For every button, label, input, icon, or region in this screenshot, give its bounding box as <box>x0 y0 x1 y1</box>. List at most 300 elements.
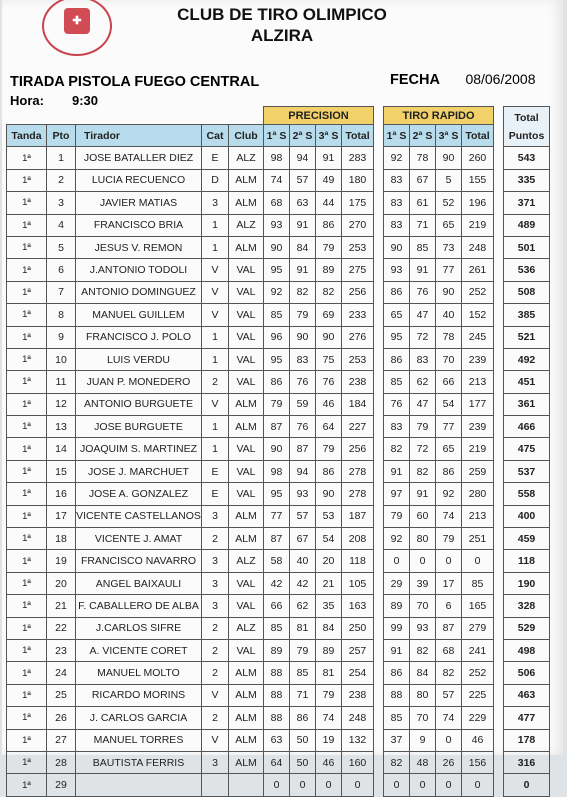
cell-tirador: J. CARLOS GARCIA <box>76 707 202 729</box>
col-pto: Pto <box>47 125 76 147</box>
cell-club: ALM <box>229 684 264 706</box>
cell-club: VAL <box>229 304 264 326</box>
cell-cat: V <box>202 684 229 706</box>
column-header-row <box>7 125 550 147</box>
cell-cat: 2 <box>202 707 229 729</box>
cell-rapido-s2: 82 <box>410 639 436 661</box>
table-row <box>7 348 550 370</box>
cell-pto: 6 <box>47 259 76 281</box>
cell-total-puntos: 477 <box>504 707 550 729</box>
cell-precision-s3: 79 <box>316 684 342 706</box>
cell-rapido-s3: 70 <box>436 348 462 370</box>
cell-rapido-s3: 74 <box>436 707 462 729</box>
cell-cat: E <box>202 483 229 505</box>
cell-pto: 24 <box>47 662 76 684</box>
cell-rapido-total: 0 <box>462 774 494 796</box>
table-row <box>7 281 550 303</box>
cell-club: ALZ <box>229 147 264 169</box>
cell-precision-s2: 81 <box>290 617 316 639</box>
cell-rapido-s3: 5 <box>436 169 462 191</box>
cell-rapido-s2: 79 <box>410 416 436 438</box>
cell-precision-s2: 91 <box>290 214 316 236</box>
cell-tirador: VICENTE J. AMAT <box>76 528 202 550</box>
cell-tirador: JOSE BATALLER DIEZ <box>76 147 202 169</box>
cell-rapido-s2: 80 <box>410 528 436 550</box>
cell-total-puntos: 0 <box>504 774 550 796</box>
cell-club: VAL <box>229 326 264 348</box>
cell-precision-total: 256 <box>342 438 374 460</box>
cell-rapido-s1: 83 <box>384 169 410 191</box>
cell-precision-s2: 50 <box>290 751 316 773</box>
cell-rapido-s3: 82 <box>436 662 462 684</box>
cell-precision-s3: 49 <box>316 169 342 191</box>
cell-rapido-s2: 83 <box>410 348 436 370</box>
cell-precision-s1: 87 <box>264 416 290 438</box>
cell-rapido-s1: 85 <box>384 707 410 729</box>
cell-tirador: MANUEL MOLTO <box>76 662 202 684</box>
cell-pto: 13 <box>47 416 76 438</box>
cell-tanda: 1ª <box>7 528 47 550</box>
cell-cat: V <box>202 729 229 751</box>
cell-rapido-s2: 78 <box>410 147 436 169</box>
cell-club: ALZ <box>229 617 264 639</box>
cell-rapido-s3: 78 <box>436 326 462 348</box>
cell-precision-s3: 0 <box>316 774 342 796</box>
cell-tanda: 1ª <box>7 707 47 729</box>
cell-total-puntos: 328 <box>504 595 550 617</box>
table-row <box>7 169 550 191</box>
cell-rapido-total: 241 <box>462 639 494 661</box>
cell-total-puntos: 543 <box>504 147 550 169</box>
cell-tirador: J.CARLOS SIFRE <box>76 617 202 639</box>
cell-rapido-total: 248 <box>462 236 494 258</box>
cell-precision-total: 118 <box>342 550 374 572</box>
cell-precision-s1: 0 <box>264 774 290 796</box>
cell-precision-s3: 76 <box>316 371 342 393</box>
fecha-value: 08/06/2008 <box>465 71 536 87</box>
cell-precision-s2: 50 <box>290 729 316 751</box>
cell-precision-s1: 77 <box>264 505 290 527</box>
cell-rapido-s2: 82 <box>410 460 436 482</box>
cell-tanda: 1ª <box>7 684 47 706</box>
cell-pto: 25 <box>47 684 76 706</box>
cell-precision-s2: 85 <box>290 662 316 684</box>
table-row <box>7 393 550 415</box>
cell-rapido-s3: 65 <box>436 438 462 460</box>
cell-precision-total: 233 <box>342 304 374 326</box>
cell-rapido-total: 46 <box>462 729 494 751</box>
cell-precision-s1: 95 <box>264 483 290 505</box>
cell-cat: E <box>202 147 229 169</box>
hora-label: Hora: <box>10 93 44 108</box>
cell-cat: 3 <box>202 595 229 617</box>
cell-rapido-s2: 85 <box>410 236 436 258</box>
cell-tirador: JOSE J. MARCHUET <box>76 460 202 482</box>
table-row <box>7 483 550 505</box>
cell-rapido-s1: 86 <box>384 348 410 370</box>
cell-total-puntos: 498 <box>504 639 550 661</box>
cell-pto: 7 <box>47 281 76 303</box>
cell-rapido-total: 280 <box>462 483 494 505</box>
cell-tanda: 1ª <box>7 416 47 438</box>
cell-rapido-s1: 65 <box>384 304 410 326</box>
cell-cat: 3 <box>202 550 229 572</box>
cell-tirador: F. CABALLERO DE ALBA <box>76 595 202 617</box>
cell-precision-s2: 62 <box>290 595 316 617</box>
cell-pto: 9 <box>47 326 76 348</box>
cell-precision-s3: 81 <box>316 662 342 684</box>
cell-precision-s3: 19 <box>316 729 342 751</box>
cell-total-puntos: 361 <box>504 393 550 415</box>
cell-pto: 23 <box>47 639 76 661</box>
cell-tanda: 1ª <box>7 281 47 303</box>
table-row <box>7 416 550 438</box>
col-rapido-s3: 3ª S <box>436 125 462 147</box>
cell-rapido-s2: 76 <box>410 281 436 303</box>
cell-precision-s3: 20 <box>316 550 342 572</box>
col-precision-s3: 3ª S <box>316 125 342 147</box>
cell-precision-s3: 53 <box>316 505 342 527</box>
cell-precision-s3: 46 <box>316 751 342 773</box>
cell-rapido-total: 219 <box>462 438 494 460</box>
cell-cat: 1 <box>202 416 229 438</box>
cell-pto: 29 <box>47 774 76 796</box>
cell-tanda: 1ª <box>7 639 47 661</box>
cell-tirador: FRANCISCO J. POLO <box>76 326 202 348</box>
cell-rapido-s3: 0 <box>436 729 462 751</box>
col-rapido-s2: 2ª S <box>410 125 436 147</box>
cell-precision-s1: 90 <box>264 438 290 460</box>
cell-cat: 1 <box>202 326 229 348</box>
cell-rapido-total: 196 <box>462 192 494 214</box>
table-row <box>7 528 550 550</box>
cell-tanda: 1ª <box>7 438 47 460</box>
cell-tirador: FRANCISCO NAVARRO <box>76 550 202 572</box>
cell-tanda: 1ª <box>7 550 47 572</box>
table-row <box>7 505 550 527</box>
cell-rapido-s1: 86 <box>384 662 410 684</box>
cell-club: VAL <box>229 281 264 303</box>
cell-rapido-s1: 82 <box>384 438 410 460</box>
cell-total-puntos: 489 <box>504 214 550 236</box>
cell-tanda: 1ª <box>7 192 47 214</box>
cell-precision-total: 253 <box>342 236 374 258</box>
cell-precision-total: 257 <box>342 639 374 661</box>
cell-precision-s3: 86 <box>316 460 342 482</box>
cell-pto: 8 <box>47 304 76 326</box>
cell-precision-total: 208 <box>342 528 374 550</box>
cell-rapido-total: 177 <box>462 393 494 415</box>
cell-pto: 2 <box>47 169 76 191</box>
table-row <box>7 550 550 572</box>
cell-rapido-s2: 9 <box>410 729 436 751</box>
table-row <box>7 460 550 482</box>
col-tirador: Tirador <box>76 125 202 147</box>
cell-total-puntos: 521 <box>504 326 550 348</box>
cell-precision-total: 238 <box>342 371 374 393</box>
cell-precision-s2: 59 <box>290 393 316 415</box>
cell-tanda: 1ª <box>7 259 47 281</box>
cell-tanda: 1ª <box>7 371 47 393</box>
col-precision-total: Total <box>342 125 374 147</box>
cell-precision-total: 256 <box>342 281 374 303</box>
cell-rapido-s1: 0 <box>384 774 410 796</box>
table-row <box>7 662 550 684</box>
cell-total-puntos: 385 <box>504 304 550 326</box>
cell-pto: 18 <box>47 528 76 550</box>
cell-total-puntos: 463 <box>504 684 550 706</box>
cell-rapido-s1: 99 <box>384 617 410 639</box>
cell-cat: D <box>202 169 229 191</box>
cell-precision-s1: 87 <box>264 528 290 550</box>
cell-rapido-s3: 90 <box>436 281 462 303</box>
cell-rapido-s2: 0 <box>410 774 436 796</box>
cell-cat: E <box>202 460 229 482</box>
table-row <box>7 192 550 214</box>
cell-rapido-s3: 87 <box>436 617 462 639</box>
cell-club: ALM <box>229 707 264 729</box>
cell-rapido-s1: 91 <box>384 460 410 482</box>
cell-rapido-s3: 6 <box>436 595 462 617</box>
cell-pto: 15 <box>47 460 76 482</box>
cell-rapido-s3: 77 <box>436 259 462 281</box>
cell-precision-s3: 21 <box>316 572 342 594</box>
cell-precision-s1: 88 <box>264 662 290 684</box>
cell-cat: 3 <box>202 192 229 214</box>
cell-tirador: JUAN P. MONEDERO <box>76 371 202 393</box>
tiro-rapido-header: TIRO RAPIDO <box>384 107 494 125</box>
cell-precision-s2: 82 <box>290 281 316 303</box>
club-title <box>152 4 412 46</box>
cell-tirador: JOSE BURGUETE <box>76 416 202 438</box>
cell-precision-s2: 79 <box>290 304 316 326</box>
cell-precision-total: 105 <box>342 572 374 594</box>
col-precision-s1: 1ª S <box>264 125 290 147</box>
cell-cat: 1 <box>202 438 229 460</box>
cell-precision-s1: 88 <box>264 684 290 706</box>
cell-club: VAL <box>229 572 264 594</box>
cell-rapido-s3: 86 <box>436 460 462 482</box>
hora-value: 9:30 <box>72 93 99 108</box>
cell-precision-s3: 74 <box>316 707 342 729</box>
cell-precision-s1: 42 <box>264 572 290 594</box>
cell-rapido-s2: 61 <box>410 192 436 214</box>
cell-precision-s1: 86 <box>264 371 290 393</box>
cell-rapido-s2: 60 <box>410 505 436 527</box>
cell-tanda: 1ª <box>7 572 47 594</box>
table-row <box>7 729 550 751</box>
cell-rapido-s1: 90 <box>384 236 410 258</box>
cell-rapido-s2: 70 <box>410 707 436 729</box>
cell-tirador: LUCIA RECUENCO <box>76 169 202 191</box>
cell-precision-s2: 71 <box>290 684 316 706</box>
cell-precision-s2: 91 <box>290 259 316 281</box>
cell-club: ALM <box>229 662 264 684</box>
precision-header: PRECISION <box>264 107 374 125</box>
cell-precision-s2: 83 <box>290 348 316 370</box>
cell-club: ALM <box>229 729 264 751</box>
cell-club: VAL <box>229 348 264 370</box>
cell-cat: 1 <box>202 214 229 236</box>
cell-precision-s1: 85 <box>264 617 290 639</box>
cell-total-puntos: 400 <box>504 505 550 527</box>
cell-rapido-s1: 85 <box>384 371 410 393</box>
cell-precision-s1: 63 <box>264 729 290 751</box>
cell-precision-s1: 88 <box>264 707 290 729</box>
cell-tanda: 1ª <box>7 236 47 258</box>
cell-rapido-s3: 77 <box>436 416 462 438</box>
cell-precision-s3: 90 <box>316 326 342 348</box>
table-row <box>7 304 550 326</box>
cell-rapido-s3: 54 <box>436 393 462 415</box>
cell-rapido-s2: 67 <box>410 169 436 191</box>
cell-rapido-total: 165 <box>462 595 494 617</box>
cell-cat: 1 <box>202 348 229 370</box>
cell-precision-s2: 63 <box>290 192 316 214</box>
cell-rapido-total: 251 <box>462 528 494 550</box>
cell-rapido-total: 245 <box>462 326 494 348</box>
cell-precision-total: 250 <box>342 617 374 639</box>
cell-cat: 2 <box>202 662 229 684</box>
cell-rapido-s1: 92 <box>384 528 410 550</box>
cell-precision-s1: 96 <box>264 326 290 348</box>
cell-club: ALZ <box>229 214 264 236</box>
club-city: ALZIRA <box>250 26 314 45</box>
cell-pto: 16 <box>47 483 76 505</box>
cell-tirador <box>76 774 202 796</box>
table-row <box>7 774 550 796</box>
cell-precision-s2: 76 <box>290 416 316 438</box>
cell-total-puntos: 536 <box>504 259 550 281</box>
cell-club: ALM <box>229 751 264 773</box>
cell-tirador: LUIS VERDU <box>76 348 202 370</box>
cell-rapido-s3: 92 <box>436 483 462 505</box>
cell-pto: 5 <box>47 236 76 258</box>
cell-precision-total: 253 <box>342 348 374 370</box>
cell-rapido-total: 261 <box>462 259 494 281</box>
cell-precision-s1: 68 <box>264 192 290 214</box>
cell-pto: 19 <box>47 550 76 572</box>
cell-total-puntos: 475 <box>504 438 550 460</box>
cell-precision-s3: 90 <box>316 483 342 505</box>
cell-club: ALM <box>229 505 264 527</box>
cell-precision-s2: 90 <box>290 326 316 348</box>
cell-club: ALZ <box>229 550 264 572</box>
cell-rapido-s2: 39 <box>410 572 436 594</box>
cell-precision-s1: 66 <box>264 595 290 617</box>
cell-total-puntos: 459 <box>504 528 550 550</box>
cell-cat: 3 <box>202 505 229 527</box>
cell-precision-s2: 57 <box>290 169 316 191</box>
cell-rapido-s3: 68 <box>436 639 462 661</box>
cell-precision-s3: 89 <box>316 259 342 281</box>
cell-rapido-s1: 37 <box>384 729 410 751</box>
table-row <box>7 326 550 348</box>
cell-precision-total: 160 <box>342 751 374 773</box>
cell-rapido-s3: 65 <box>436 214 462 236</box>
cell-tirador: VICENTE CASTELLANOS <box>76 505 202 527</box>
cell-rapido-s2: 93 <box>410 617 436 639</box>
cell-precision-s3: 44 <box>316 192 342 214</box>
cell-cat: 3 <box>202 751 229 773</box>
cell-club: ALM <box>229 528 264 550</box>
cell-rapido-s1: 82 <box>384 751 410 773</box>
cell-pto: 27 <box>47 729 76 751</box>
cell-tanda: 1ª <box>7 483 47 505</box>
cell-club: ALM <box>229 169 264 191</box>
cell-rapido-s3: 73 <box>436 236 462 258</box>
cell-rapido-s1: 89 <box>384 595 410 617</box>
cell-tanda: 1ª <box>7 169 47 191</box>
cell-total-puntos: 537 <box>504 460 550 482</box>
cell-precision-s2: 94 <box>290 460 316 482</box>
cell-tirador: MANUEL TORRES <box>76 729 202 751</box>
cell-rapido-total: 229 <box>462 707 494 729</box>
cell-rapido-s1: 92 <box>384 147 410 169</box>
cell-precision-s3: 35 <box>316 595 342 617</box>
cell-pto: 28 <box>47 751 76 773</box>
cell-pto: 17 <box>47 505 76 527</box>
cell-rapido-s1: 86 <box>384 281 410 303</box>
cell-precision-s1: 98 <box>264 147 290 169</box>
cell-rapido-total: 252 <box>462 662 494 684</box>
cell-rapido-s2: 48 <box>410 751 436 773</box>
cell-precision-total: 175 <box>342 192 374 214</box>
cell-precision-total: 248 <box>342 707 374 729</box>
results-body <box>7 147 550 796</box>
cell-tanda: 1ª <box>7 774 47 796</box>
cell-tirador: JESUS V. REMON <box>76 236 202 258</box>
cell-precision-total: 270 <box>342 214 374 236</box>
cell-rapido-s1: 88 <box>384 684 410 706</box>
cell-cat: 2 <box>202 371 229 393</box>
cell-rapido-s1: 29 <box>384 572 410 594</box>
cell-rapido-total: 219 <box>462 214 494 236</box>
table-row <box>7 572 550 594</box>
cell-rapido-s1: 93 <box>384 259 410 281</box>
cell-precision-s2: 42 <box>290 572 316 594</box>
group-header-row <box>7 107 550 125</box>
cell-precision-s1: 89 <box>264 639 290 661</box>
cell-pto: 3 <box>47 192 76 214</box>
table-row <box>7 147 550 169</box>
cell-rapido-s3: 26 <box>436 751 462 773</box>
cell-precision-s1: 95 <box>264 348 290 370</box>
cell-precision-s2: 79 <box>290 639 316 661</box>
cell-tirador: BAUTISTA FERRIS <box>76 751 202 773</box>
cell-rapido-total: 156 <box>462 751 494 773</box>
total-puntos-header: Total Puntos <box>504 107 550 147</box>
cell-tanda: 1ª <box>7 729 47 751</box>
cell-precision-total: 238 <box>342 684 374 706</box>
cell-rapido-total: 152 <box>462 304 494 326</box>
cell-total-puntos: 506 <box>504 662 550 684</box>
cell-club: ALM <box>229 393 264 415</box>
cell-rapido-s3: 17 <box>436 572 462 594</box>
cell-precision-s3: 75 <box>316 348 342 370</box>
cell-tirador: JOAQUIM S. MARTINEZ <box>76 438 202 460</box>
cell-precision-total: 163 <box>342 595 374 617</box>
table-row <box>7 236 550 258</box>
cell-precision-s3: 54 <box>316 528 342 550</box>
cell-precision-s3: 86 <box>316 214 342 236</box>
cell-tanda: 1ª <box>7 617 47 639</box>
cell-rapido-s3: 0 <box>436 774 462 796</box>
cell-precision-total: 278 <box>342 460 374 482</box>
cell-precision-s3: 91 <box>316 147 342 169</box>
cell-total-puntos: 529 <box>504 617 550 639</box>
cell-tanda: 1ª <box>7 505 47 527</box>
